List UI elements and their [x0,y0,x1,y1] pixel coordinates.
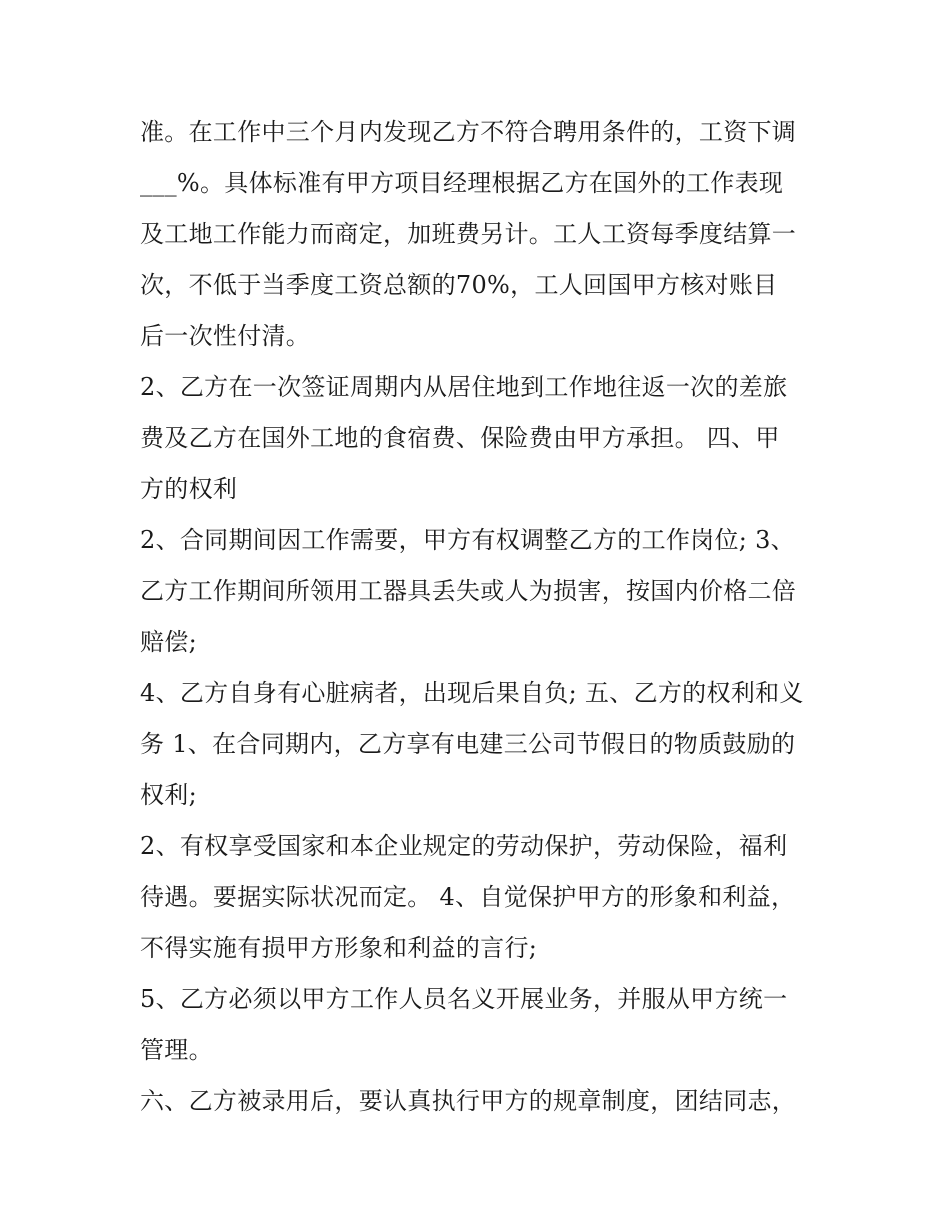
text-line: 赔偿; [140,628,197,656]
text-line: 费及乙方在国外工地的食宿费、保险费由甲方承担。 四、甲 [140,424,780,452]
text-line: 及工地工作能力而商定，加班费另计。工人工资每季度结算一 [140,220,797,248]
text-line: 管理。 [140,1036,213,1064]
text-line: 次，不低于当季度工资总额的70%，工人回国甲方核对账目 [140,271,778,299]
text-line: 2、合同期间因工作需要，甲方有权调整乙方的工作岗位; 3、 [140,526,795,554]
text-line: 权利; [140,781,197,809]
text-line: 4、乙方自身有心脏病者，出现后果自负; 五、乙方的权利和义 [140,679,804,707]
text-line: 后一次性付清。 [140,322,311,350]
text-line: 2、乙方在一次签证周期内从居住地到工作地往返一次的差旅 [140,373,788,401]
text-line: 待遇。要据实际状况而定。 4、自觉保护甲方的形象和利益， [140,883,796,911]
text-line: 不得实施有损甲方形象和利益的言行; [140,934,538,962]
text-line: 准。在工作中三个月内发现乙方不符合聘用条件的，工资下调 [140,118,797,146]
text-line: 务 1、在合同期内，乙方享有电建三公司节假日的物质鼓励的 [140,730,796,758]
text-line: ___%。具体标准有甲方项目经理根据乙方在国外的工作表现 [140,169,784,197]
text-line: 2、有权享受国家和本企业规定的劳动保护，劳动保险，福利 [140,832,788,860]
text-line: 六、乙方被录用后，要认真执行甲方的规章制度，团结同志， [140,1087,797,1115]
document-body [140,107,830,1127]
text-line: 乙方工作期间所领用工器具丢失或人为损害，按国内价格二倍 [140,577,797,605]
text-line: 5、乙方必须以甲方工作人员名义开展业务，并服从甲方统一 [140,985,788,1013]
text-line: 方的权利 [140,475,238,503]
